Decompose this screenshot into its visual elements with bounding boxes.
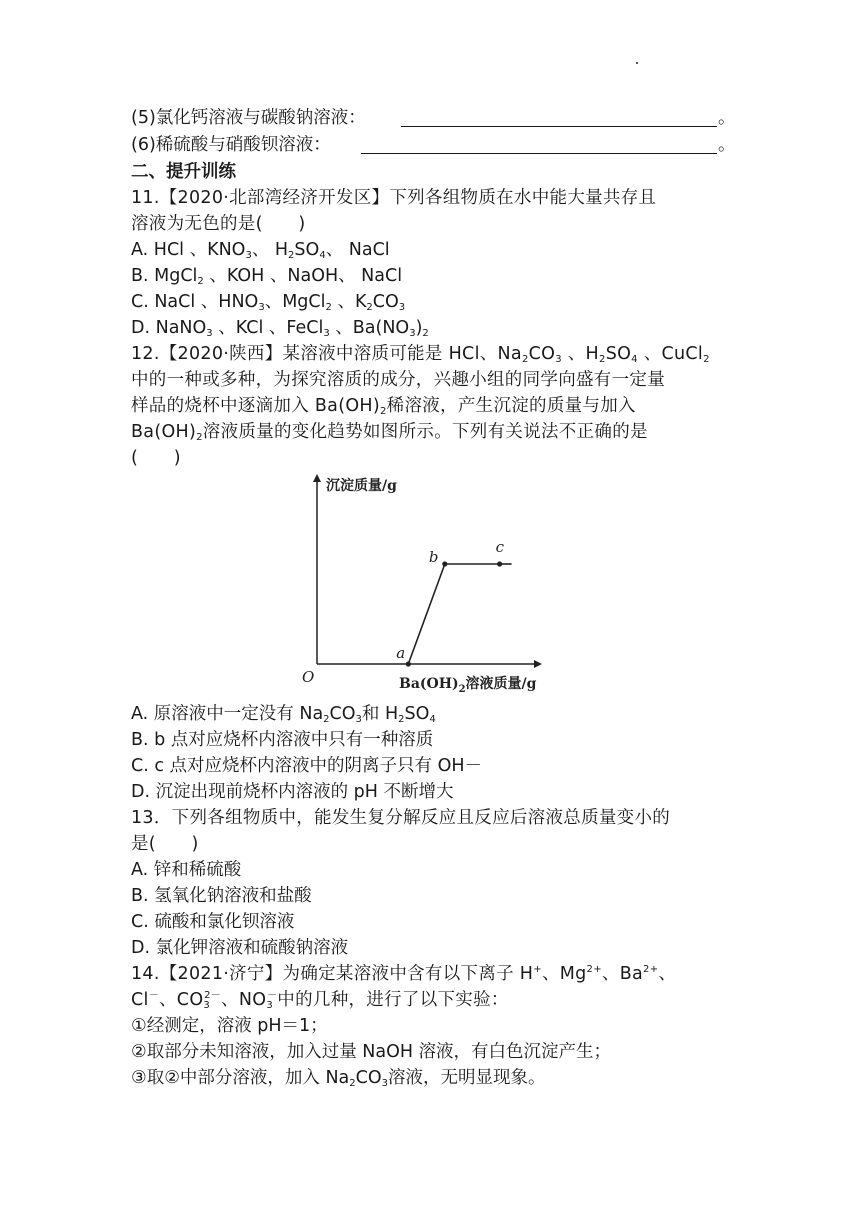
q5-text: (5)氯化钙溶液与碳酸钠溶液： xyxy=(131,108,366,128)
q6-text: (6)稀硫酸与硝酸钡溶液： xyxy=(131,135,331,155)
point-label-a: a xyxy=(396,644,406,662)
point-label-c: c xyxy=(495,538,505,556)
q12-option-c[interactable]: C. c 点对应烧杯内溶液中的阴离子只有 OH－ xyxy=(131,756,483,776)
point-a xyxy=(406,661,411,666)
q11-option-d[interactable]: D. NaNO$_3$ 、KCl 、FeCl$_3$ 、$Ba(NO_3)_2$ xyxy=(131,318,429,339)
q12-stem-line5: ( ) xyxy=(131,448,181,468)
q12-stem-line1: 12.【2020·陕西】某溶液中溶质可能是 HCl、$Na_2CO_3$ 、$H_2SO_4$ 、CuCl$_2$ xyxy=(131,344,710,365)
q13-stem-line2: 是( ) xyxy=(131,834,199,854)
q12-stem-line4: $Ba(OH)_2$溶液质量的变化趋势如图所示。下列有关说法不正确的是 xyxy=(131,422,648,443)
q11-stem-line1: 11.【2020·北部湾经济开发区】下列各组物质在水中能大量共存且 xyxy=(131,188,657,208)
point-label-b: b xyxy=(428,548,439,566)
q5-line xyxy=(131,106,366,130)
stray-dot xyxy=(636,62,638,64)
q14-stem-line1: 14.【2021·济宁】为确定某溶液中含有以下离子 H+、$Mg^{2+}$、$Ba^{2+}$、 xyxy=(131,964,677,984)
q11-option-a[interactable]: A. HCl 、$KNO_3$、 $H_2SO_4$、 NaCl xyxy=(131,240,390,261)
q12-option-a[interactable]: A. 原溶液中一定没有 $Na_2CO_3$和 $H_2SO_4$ xyxy=(131,704,436,725)
y-axis-label: 沉淀质量/g xyxy=(326,478,397,494)
q12-option-d[interactable]: D. 沉淀出现前烧杯内溶液的 pH 不断增大 xyxy=(131,782,454,802)
q12-stem-line3: 样品的烧杯中逐滴加入 $Ba(OH)_2$稀溶液，产生沉淀的质量与加入 xyxy=(131,396,636,417)
q11-option-c[interactable]: C. NaCl 、$HNO_3$、MgCl$_2$ 、$K_2CO_3$ xyxy=(131,292,406,313)
q12-option-b[interactable]: B. b 点对应烧杯内溶液中只有一种溶质 xyxy=(131,730,434,750)
section-title: 二、提升训练 xyxy=(131,162,236,182)
x-axis-label: $Ba(OH)_2$溶液质量/g xyxy=(399,676,537,692)
q6-answer-blank[interactable] xyxy=(361,153,717,154)
precipitate-chart xyxy=(290,470,560,692)
q13-option-d[interactable]: D. 氯化钾溶液和硫酸钠溶液 xyxy=(131,938,349,958)
q6-line xyxy=(131,133,331,157)
q13-option-c[interactable]: C. 硫酸和氯化钡溶液 xyxy=(131,912,295,932)
q13-stem-line1: 13．下列各组物质中，能发生复分解反应且反应后溶液总质量变小的 xyxy=(131,808,671,828)
q14-step-3: ③取②中部分溶液，加入 $Na_2CO_3$溶液，无明显现象。 xyxy=(131,1068,546,1089)
q5-answer-blank[interactable] xyxy=(401,126,717,127)
q13-option-b[interactable]: B. 氢氧化钠溶液和盐酸 xyxy=(131,886,312,906)
q14-step-1: ①经测定，溶液 pH＝1； xyxy=(131,1016,328,1036)
q5-end: 。 xyxy=(718,108,736,128)
q14-step-2: ②取部分未知溶液，加入过量 NaOH 溶液，有白色沉淀产生； xyxy=(131,1042,612,1062)
q11-option-b[interactable]: B. MgCl$_2$ 、KOH 、NaOH、 NaCl xyxy=(131,266,403,287)
point-c xyxy=(497,561,502,566)
series-line xyxy=(396,538,511,667)
q13-option-a[interactable]: A. 锌和稀硫酸 xyxy=(131,860,242,880)
series-polyline xyxy=(408,564,499,664)
q14-stem-line2: Cl－、$CO_3^{2-}$、$NO_3^-$中的几种，进行了以下实验： xyxy=(131,990,509,1011)
q11-stem-line2: 溶液为无色的是( ) xyxy=(131,214,306,234)
origin-label: O xyxy=(302,668,315,686)
q6-end: 。 xyxy=(718,135,736,155)
point-b xyxy=(442,561,447,566)
q12-stem-line2: 中的一种或多种，为探究溶质的成分，兴趣小组的同学向盛有一定量 xyxy=(131,370,665,390)
